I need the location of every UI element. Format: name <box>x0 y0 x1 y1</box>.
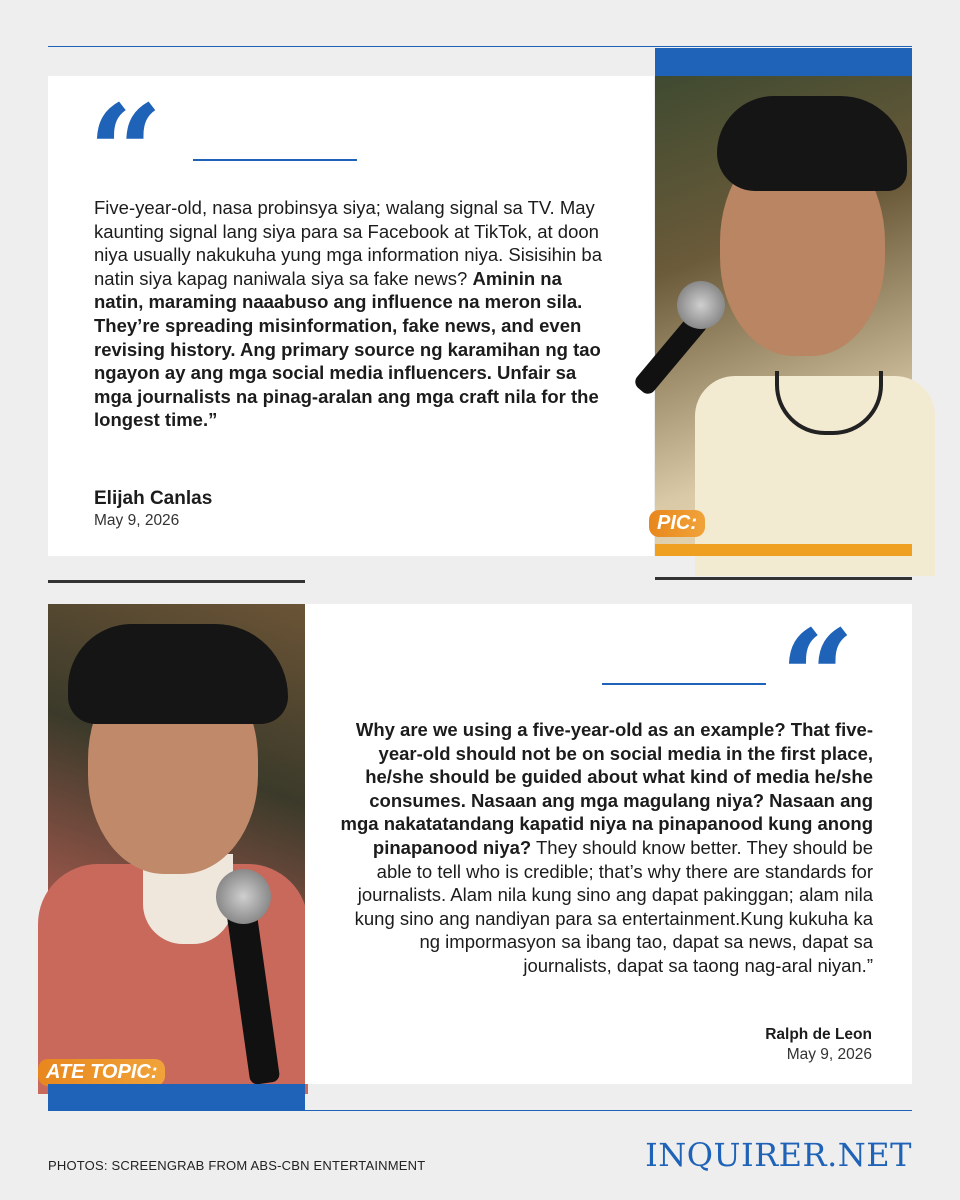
photo-tag: PIC: <box>649 510 705 537</box>
author-name: Ralph de Leon <box>765 1026 872 1043</box>
accent-bar-top-right <box>655 48 912 76</box>
divider-left <box>48 580 305 583</box>
photo-ralph-de-leon <box>48 604 305 1084</box>
microphone-head <box>216 869 271 924</box>
quote-regular-text: Five-year-old, nasa probinsya siya; walang signal sa TV. May kaunting signal lang siya para sa Facebook at TikTok, at doon niya usually nakukuha yung mga information niya. Sisisihin ba natin siya kapag naniwala siya sa fake news? <box>94 197 603 289</box>
quote-text-elijah <box>94 196 614 432</box>
hair-shape <box>717 96 907 191</box>
top-rule <box>48 46 912 47</box>
quote-bold-text: Aminin na natin, maraming naaabuso ang influence na meron sila. They’re spreading misinformation, fake news, and even revising history. Ang primary source ng karamihan ng tao ngayon ay ang mga social media influencers. Unfair sa mga journalists na pinag-aralan ang mga craft nila for the longest time.” <box>94 267 601 431</box>
inquirer-logo[interactable]: INQUIRER.NET <box>645 1136 912 1174</box>
divider-right <box>655 577 912 580</box>
quote-date: May 9, 2026 <box>94 512 180 529</box>
microphone-head <box>677 281 725 329</box>
quote-bold-text: Why are we using a five-year-old as an example? That five-year-old should not be on social media in the first place, he/she should be guided about what kind of media he/she consumes. Nasaan ang mga magulang niya? Nasaan ang mga nakatatandang kapatid niya na pinapanood kung anong pinapanood niya? <box>340 719 873 858</box>
open-quote-icon: “ <box>780 601 855 754</box>
author-name: Elijah Canlas <box>94 488 213 509</box>
hair-shape <box>68 624 288 724</box>
quote-text-ralph <box>335 718 873 978</box>
quote-regular-text: They should know better. They should be able to tell who is credible; that’s why there are standards for journalists. Alam nila kung sino ang dapat pakinggan; alam nila kung sino ang nandiyan para sa entertainment.Kung kukuha ka ng impormasyon sa ibang tao, dapat sa news, dapat sa journalists, dapat sa taong nag-aral niyan.” <box>354 836 873 976</box>
quote-date: May 9, 2026 <box>786 1046 872 1063</box>
photo-tag: ATE TOPIC: <box>38 1059 165 1086</box>
photo-credit: PHOTOS: SCREENGRAB FROM ABS-CBN ENTERTAINMENT <box>48 1158 426 1173</box>
quote-underline <box>602 683 766 685</box>
open-quote-icon: “ <box>88 76 163 229</box>
photo-elijah-canlas <box>655 76 912 556</box>
accent-bar-bottom-left <box>48 1084 305 1110</box>
orange-strip <box>655 544 912 556</box>
quote-underline <box>193 159 357 161</box>
bottom-rule <box>48 1110 912 1111</box>
